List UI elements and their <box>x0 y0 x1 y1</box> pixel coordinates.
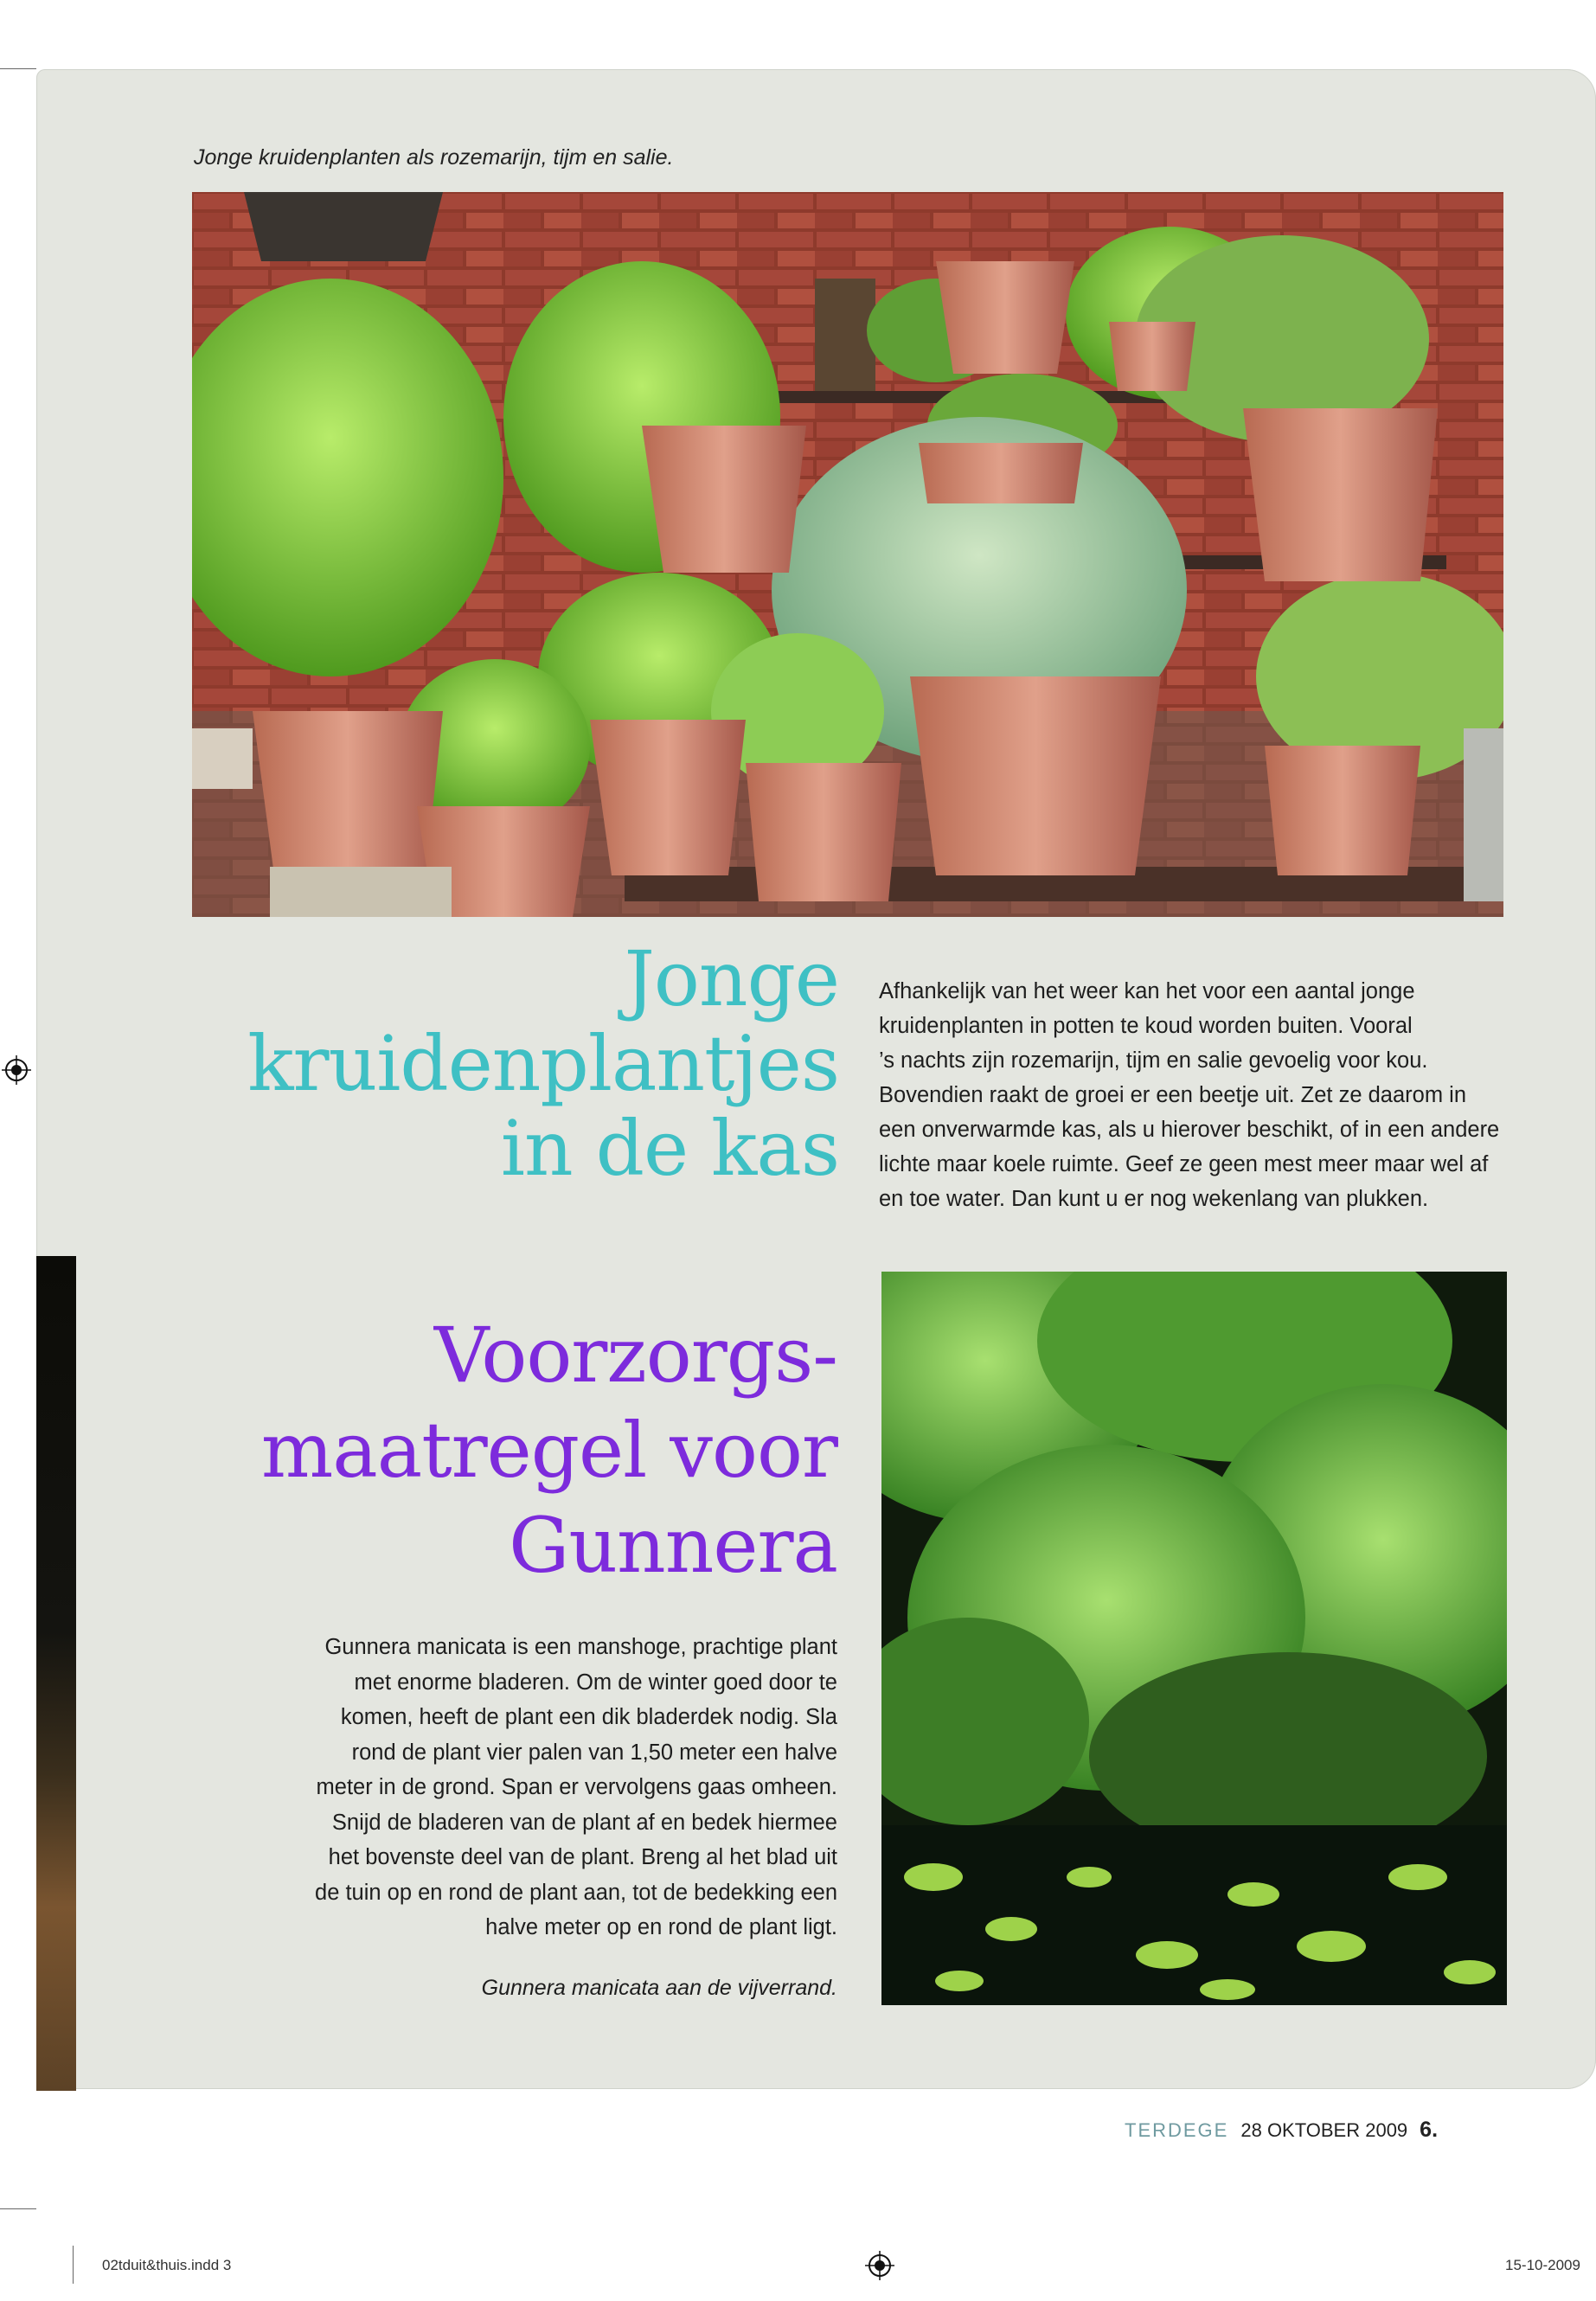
body-line: meter in de grond. Span er vervolgens gaas omheen. <box>316 1775 837 1799</box>
crop-mark <box>0 68 36 69</box>
headline-herbs-line: in de kas <box>500 1104 839 1193</box>
body-line: halve meter op en rond de plant ligt. <box>485 1915 837 1939</box>
page-number: 6. <box>1420 2118 1439 2142</box>
issue-date: 28 OKTOBER 2009 <box>1240 2119 1408 2141</box>
body-line: het bovenste deel van de plant. Breng al het blad uit <box>328 1845 837 1869</box>
slug-date: 15-10-2009 <box>1505 2257 1580 2273</box>
headline-gunnera-line: Voorzorgs- <box>433 1311 837 1400</box>
registration-mark-icon <box>2 1055 31 1085</box>
gunnera-photo <box>881 1272 1507 2005</box>
headline-gunnera <box>190 1308 837 1593</box>
left-edge-strip <box>36 1256 76 2091</box>
headline-gunnera-line: maatregel voor <box>260 1406 837 1495</box>
body-line: komen, heeft de plant een dik bladerdek nodig. Sla <box>340 1705 837 1729</box>
body-gunnera <box>216 1630 837 1945</box>
herbs-photo <box>192 192 1503 917</box>
page-footer <box>1125 2118 1596 2143</box>
magazine-name: TERDEGE <box>1125 2119 1229 2141</box>
body-line: met enorme bladeren. Om de winter goed door te <box>354 1670 837 1695</box>
headline-gunnera-line: Gunnera <box>509 1501 837 1590</box>
body-line: rond de plant vier palen van 1,50 meter een halve <box>351 1740 837 1765</box>
crop-mark <box>73 2246 74 2284</box>
body-herbs <box>879 974 1562 1216</box>
crop-mark <box>0 2208 36 2209</box>
body-line: de tuin op en rond de plant aan, tot de bedekking een <box>315 1880 837 1905</box>
headline-herbs-line: kruidenplantjes <box>247 1019 839 1108</box>
body-line: lichte maar koele ruimte. Geef ze geen mest meer maar wel af <box>879 1152 1489 1176</box>
body-line: Gunnera manicata is een manshoge, prachtige plant <box>324 1635 837 1659</box>
body-line: kruidenplanten in potten te koud worden buiten. Vooral <box>879 1014 1413 1038</box>
photo-caption-herbs: Jonge kruidenplanten als rozemarijn, tijm en salie. <box>194 145 674 170</box>
body-line: Afhankelijk van het weer kan het voor een aantal jonge <box>879 979 1415 1003</box>
body-line: en toe water. Dan kunt u er nog wekenlang van plukken. <box>879 1187 1429 1211</box>
headline-herbs <box>208 934 839 1193</box>
body-line: Snijd de bladeren van de plant af en bedek hiermee <box>331 1810 837 1835</box>
registration-mark-icon <box>865 2251 894 2280</box>
headline-herbs-line: Jonge <box>624 934 839 1023</box>
slug-filename: 02tduit&thuis.indd 3 <box>102 2257 232 2273</box>
body-line: een onverwarmde kas, als u hierover beschikt, of in een andere <box>879 1118 1500 1142</box>
body-line: ’s nachts zijn rozemarijn, tijm en salie gevoelig voor kou. <box>879 1048 1428 1073</box>
body-line: Bovendien raakt de groei er een beetje uit. Zet ze daarom in <box>879 1083 1466 1107</box>
photo-caption-gunnera: Gunnera manicata aan de vijverrand. <box>481 1976 837 2000</box>
